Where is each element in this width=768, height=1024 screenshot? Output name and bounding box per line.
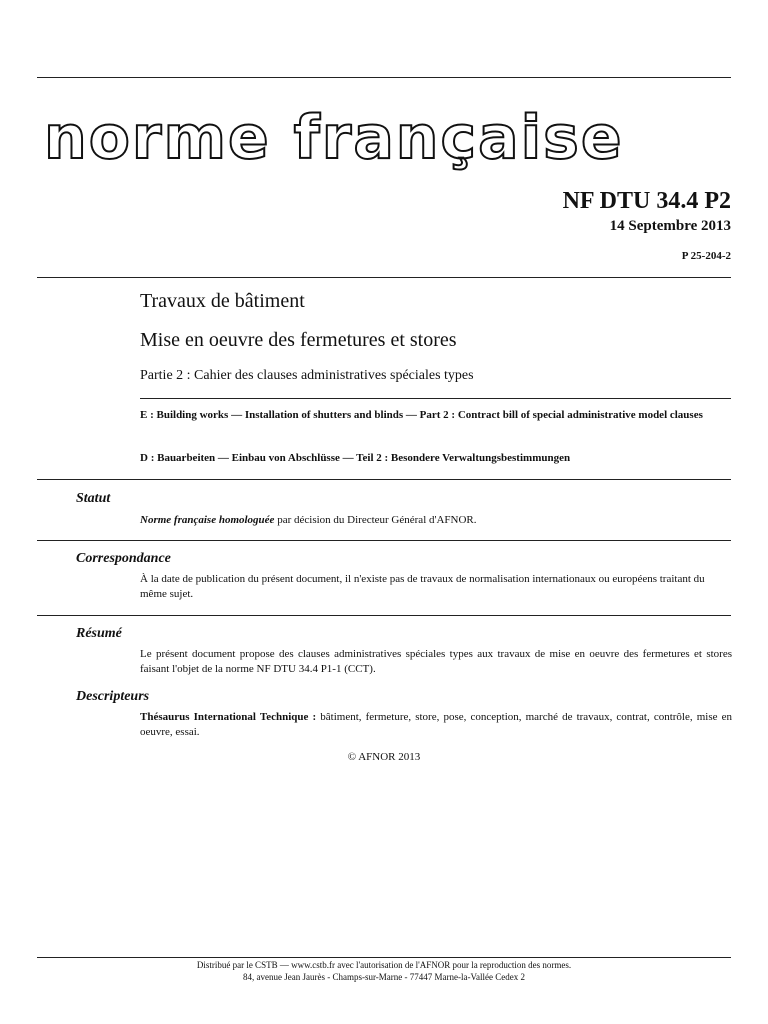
- resume-text: Le présent document propose des clauses administratives spéciales types aux travaux de mise en oeuvre des fermetures et stores faisant l'objet de la norme NF DTU 34.4 P1-1 (CCT).: [140, 648, 732, 675]
- classification-index: P 25-204-2: [681, 250, 731, 262]
- correspondance-label: Correspondance: [76, 551, 171, 566]
- correspondance-rule: [37, 540, 731, 541]
- copyright: © AFNOR 2013: [347, 751, 421, 763]
- thesaurus-label: Thésaurus International Technique :: [140, 711, 317, 723]
- footer-rule: [37, 957, 731, 958]
- norme-francaise-logo: norme française: [44, 103, 624, 173]
- descripteurs-body: bâtiment, fermeture, store, pose, conception, marché de travaux, contrat, contrôle, mise en oeuvre, essai.: [140, 711, 732, 738]
- translation-rule: [140, 398, 731, 399]
- standard-reference: NF DTU 34.4 P2: [562, 188, 731, 214]
- resume-rule: [37, 615, 731, 616]
- footer-address: 84, avenue Jean Jaurès - Champs-sur-Marne - 77447 Marne-la-Vallée Cedex 2: [243, 972, 525, 982]
- statut-text: [140, 513, 732, 528]
- part-title: Partie 2 : Cahier des clauses administratives spéciales types: [140, 368, 474, 383]
- footer: [0, 959, 768, 983]
- descripteurs-text: [140, 710, 732, 740]
- domain-title: Travaux de bâtiment: [140, 290, 305, 312]
- descripteurs-label: Descripteurs: [76, 689, 150, 704]
- title-rule: [37, 277, 731, 278]
- resume-label: Résumé: [76, 626, 122, 641]
- english-title: E : Building works — Installation of shutters and blinds — Part 2 : Contract bill of special administrative model clauses: [140, 409, 703, 421]
- statut-body: par décision du Directeur Général d'AFNOR.: [274, 514, 477, 526]
- statut-label: Statut: [76, 491, 111, 506]
- statut-emphasis: Norme française homologuée: [140, 514, 275, 526]
- german-title: D : Bauarbeiten — Einbau von Abschlüsse — Teil 2 : Besondere Verwaltungsbestimmungen: [140, 452, 571, 464]
- main-title: Mise en oeuvre des fermetures et stores: [140, 329, 457, 351]
- footer-distribution: Distribué par le CSTB — www.cstb.fr avec l'autorisation de l'AFNOR pour la reproduction des normes.: [196, 960, 572, 970]
- correspondance-text: À la date de publication du présent document, il n'existe pas de travaux de normalisation internationaux ou européens traitant du même sujet.: [140, 573, 705, 600]
- statut-rule: [37, 479, 731, 480]
- publication-date: 14 Septembre 2013: [609, 218, 731, 234]
- top-rule: [37, 77, 731, 78]
